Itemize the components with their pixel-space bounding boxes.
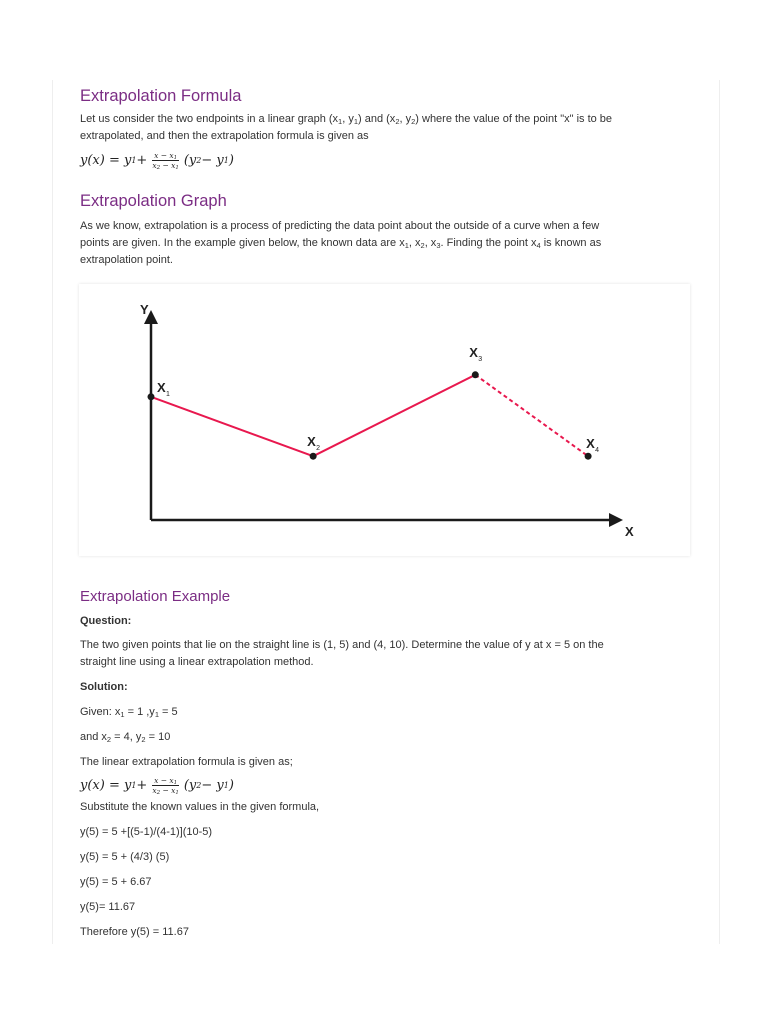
step-2: y(5) = 5 + (4/3) (5) [80,851,170,863]
given-line1: Given: $x_1 = 1$ $,y_1 = 5$ [80,706,178,719]
step-3: y(5) = 5 + 6.67 [80,876,152,888]
point-label-x4: X [586,436,595,452]
dashed-segment-1 [475,375,588,456]
heading-extrapolation-graph: Extrapolation Graph [80,192,227,210]
formula-intro-text: The linear extrapolation formula is given as; [80,756,293,768]
heading-extrapolation-example: Extrapolation Example [80,588,231,605]
point-x3 [472,371,479,378]
point-label-sub-x4: 4 [595,447,600,455]
extrapolation-formula-repeat: y(x) = y 1 + $\frac{x - x_1}{x_2 - x_1}$ (y 2 − y 1 ) [80,776,234,796]
extrapolation-graph [79,284,690,556]
point-x2 [310,453,317,460]
solution-label: Solution: [80,681,128,693]
question-label: Question: [80,615,132,627]
extrapolation-formula: y(x) = y 1 + $\frac{x - x_1}{x_2 - x_1}$ (y 2 − y 1 ) [80,151,234,171]
step-5: Therefore y(5) = 11.67 [80,926,189,938]
point-x4 [585,453,592,460]
question-line2: straight line using a linear extrapolation method. [80,656,314,668]
solid-segment-2 [313,375,475,456]
given-line2: and $x_2 = 4$, $y_2 = 10$ [80,731,171,744]
substitute-text: Substitute the known values in the given formula, [80,801,320,813]
point-label-x1: X [157,379,166,395]
graph-intro-line3: extrapolation point. [80,254,173,266]
solid-segment-1 [151,397,313,456]
graph-intro-line1: As we know, extrapolation is a process of predicting the data point about the outside of a curve when a few [80,220,600,232]
question-line1: The two given points that lie on the straight line is (1, 5) and (4, 10). Determine the value of y at x = 5 on the [80,639,604,651]
y-axis-label: Y [140,302,149,317]
point-label-sub-x2: 2 [316,445,321,453]
step-4: y(5)= 11.67 [80,901,136,913]
point-label-x3: X [469,344,478,360]
point-x1 [148,393,155,400]
graph-intro-line2: points are given. In the example given below, the known data are $x_1$, $x_2$, $x_3$. Finding the point $x_4$ is known as [80,237,602,250]
x-axis-arrow [609,513,623,527]
x-axis-label: X [625,524,634,539]
formula-intro-line1: Let us consider the two endpoints in a linear graph ($x_1$, $y_1$) and ($x_2$, $y_2$) where the value of the point "x" is to be [80,113,613,126]
point-label-sub-x1: 1 [166,390,170,398]
formula-intro-line2: extrapolated, and then the extrapolation formula is given as [80,130,369,142]
step-1: y(5) = 5 +[(5-1)/(4-1)](10-5) [80,826,213,838]
extrapolation-graph-figure [79,284,690,556]
point-label-x2: X [307,434,316,450]
heading-extrapolation-formula: Extrapolation Formula [80,87,242,105]
point-label-sub-x3: 3 [478,355,483,363]
